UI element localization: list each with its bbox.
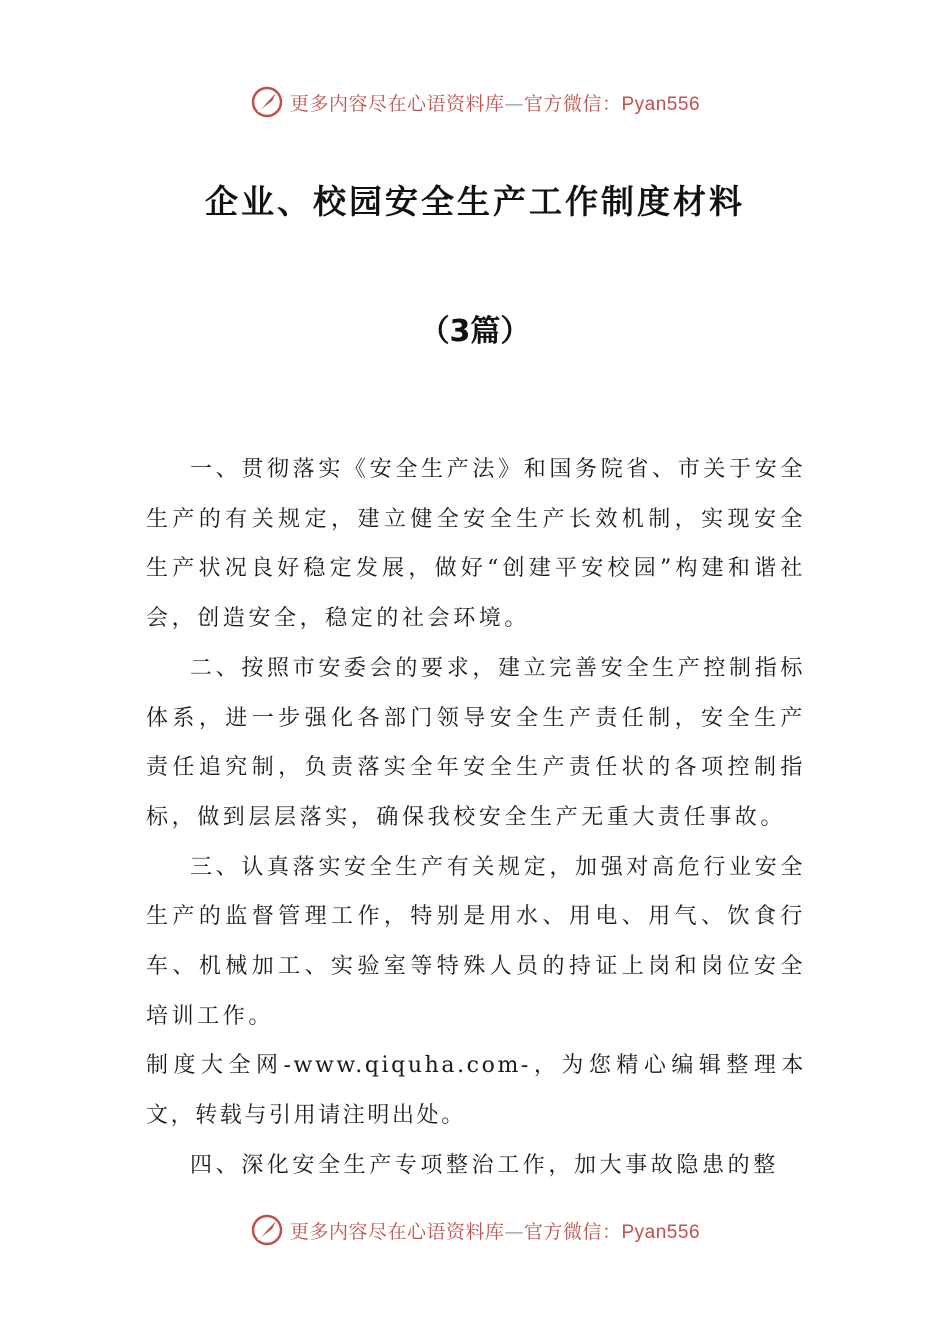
source-note: 制度大全网-www.qiquha.com-，为您精心编辑整理本文，转载与引用请注明出处。 — [146, 1053, 806, 1129]
banner-dash: — — [504, 92, 524, 115]
quill-logo-icon — [250, 85, 284, 119]
banner-text — [290, 89, 700, 116]
paragraph-4: 四、深化安全生产专项整治工作，加大事故隐患的整 — [190, 1152, 779, 1178]
quill-logo-icon — [250, 1213, 284, 1247]
document-title: 企业、校园安全生产工作制度材料 — [205, 182, 745, 221]
banner-dash: — — [504, 1220, 524, 1243]
banner-text — [290, 1217, 700, 1244]
header-banner — [0, 82, 950, 122]
banner-slogan: 更多内容尽在心语资料库 — [289, 92, 505, 115]
document-body — [146, 445, 806, 1191]
banner-account: Pyan556 — [621, 1221, 701, 1243]
footer-banner — [0, 1210, 950, 1250]
banner-wechat-label: 官方微信： — [523, 92, 622, 115]
paragraph-1: 一、贯彻落实《安全生产法》和国务院省、市关于安全生产的有关规定，建立健全安全生产长效机制，实现安全生产状况良好稳定发展，做好“创建平安校园”构建和谐社会，创造安全，稳定的社会环境。 — [146, 457, 806, 632]
banner-account: Pyan556 — [621, 93, 701, 115]
paragraph-2: 二、按照市安委会的要求，建立完善安全生产控制指标体系，进一步强化各部门领导安全生产责任制，安全生产责任追究制，负责落实全年安全生产责任状的各项控制指标，做到层层落实，确保我校安全生产无重大责任事故。 — [146, 655, 806, 830]
banner-slogan: 更多内容尽在心语资料库 — [289, 1220, 505, 1243]
paragraph-3: 三、认真落实安全生产有关规定，加强对高危行业安全生产的监督管理工作，特别是用水、用电、用气、饮食行车、机械加工、实验室等特殊人员的持证上岗和岗位安全培训工作。 — [146, 854, 806, 1029]
document-subtitle: （3篇） — [419, 314, 531, 349]
banner-wechat-label: 官方微信： — [523, 1220, 622, 1243]
